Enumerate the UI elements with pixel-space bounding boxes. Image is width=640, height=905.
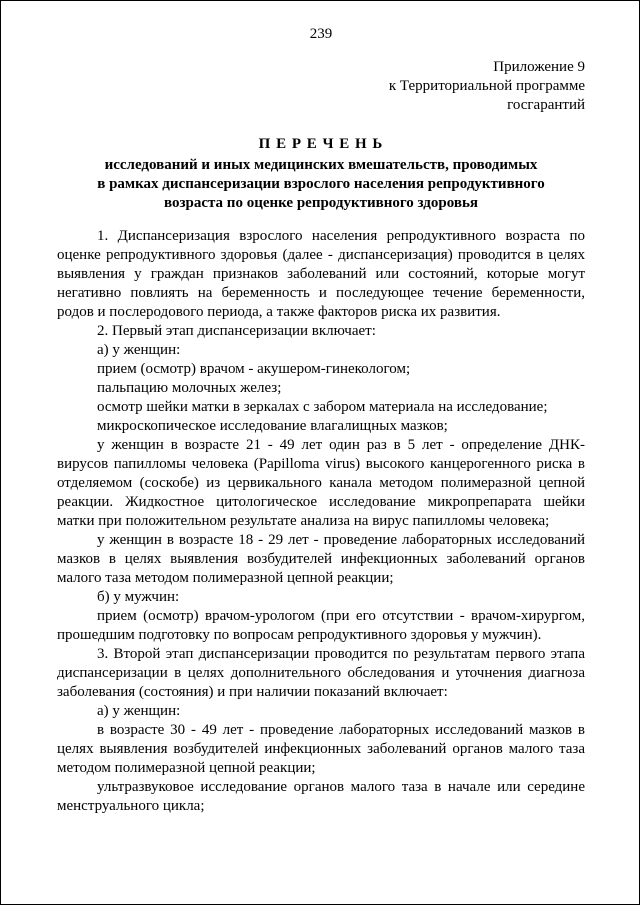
paragraph: а) у женщин:	[97, 703, 181, 719]
paragraph: осмотр шейки матки в зеркалах с забором материала на исследование;	[97, 399, 548, 415]
annex-line-1: Приложение 9	[493, 59, 585, 75]
paragraph: 3. Второй этап диспансеризации проводится по результатам первого этапа диспансеризации в целях дополнительного обследования и уточнения диагноза заболевания (состояния) и при наличии показаний включает:	[57, 646, 585, 700]
paragraph: 2. Первый этап диспансеризации включает:	[97, 323, 376, 339]
annex-line-3: госгарантий	[507, 97, 585, 113]
document-body	[57, 227, 585, 816]
annex-line-2: к Территориальной программе	[388, 78, 585, 94]
paragraph: у женщин в возрасте 18 - 29 лет - проведение лабораторных исследований мазков в целях выявления возбудителей инфекционных заболеваний органов малого таза методом полимеразной цепной реакции;	[57, 532, 585, 586]
paragraph: б) у мужчин:	[97, 589, 180, 605]
paragraph: пальпацию молочных желез;	[97, 380, 282, 396]
title-subtitle-line-1: исследований и иных медицинских вмешательств, проводимых	[104, 157, 538, 173]
paragraph: 1. Диспансеризация взрослого населения репродуктивного возраста по оценке репродуктивного здоровья (далее - диспансеризация) проводится в целях выявления у граждан признаков заболеваний или состояний, которые могут негативно повлиять на беременность и последующее течение беременности, родов и послеродового периода, а также факторов риска их развития.	[57, 228, 585, 320]
title-subtitle-line-2: в рамках диспансеризации взрослого населения репродуктивного	[97, 176, 545, 192]
page-number: 239	[309, 26, 333, 42]
paragraph: микроскопическое исследование влагалищных мазков;	[97, 418, 448, 434]
title-heading: П Е Р Е Ч Е Н Ь	[258, 136, 384, 152]
paragraph: прием (осмотр) врачом-урологом (при его отсутствии - врачом-хирургом, прошедшим подготовку по вопросам репродуктивного здоровья у мужчин).	[57, 608, 585, 643]
paragraph: у женщин в возрасте 21 - 49 лет один раз в 5 лет - определение ДНК-вирусов папилломы человека (Papilloma virus) высокого канцерогенного риска в отделяемом (соскобе) из цервикального канала методом полимеразной цепной реакции. Жидкостное цитологическое исследование микропрепарата шейки матки при положительном результате анализа на вирус папилломы человека;	[57, 437, 585, 529]
paragraph: а) у женщин:	[97, 342, 181, 358]
title-subtitle-line-3: возраста по оценке репродуктивного здоровья	[163, 195, 479, 211]
paragraph: в возрасте 30 - 49 лет - проведение лабораторных исследований мазков в целях выявления возбудителей инфекционных заболеваний органов малого таза методом полимеразной цепной реакции;	[57, 722, 585, 776]
annex-block	[57, 58, 585, 115]
paragraph: прием (осмотр) врачом - акушером-гинекологом;	[97, 361, 411, 377]
paragraph: ультразвуковое исследование органов малого таза в начале или середине менструального цикла;	[57, 779, 585, 814]
document-title	[57, 135, 585, 213]
